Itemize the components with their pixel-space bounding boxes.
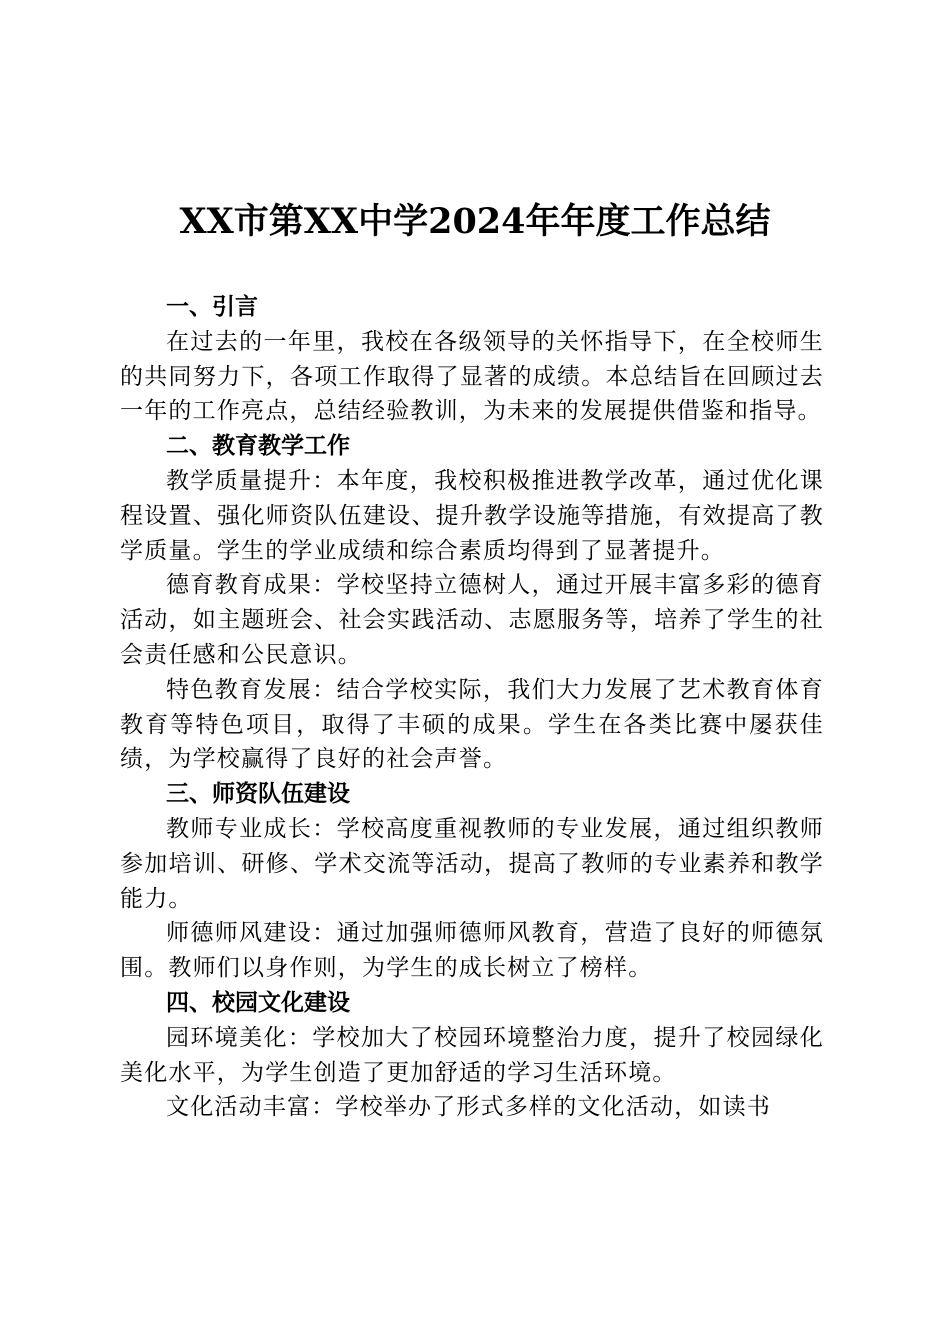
paragraph: 教师专业成长：学校高度重视教师的专业发展，通过组织教师参加培训、研修、学术交流等活动，提高了教师的专业素养和教学能力。 <box>120 815 824 912</box>
document-title: XX市第XX中学2024年年度工作总结 <box>179 201 771 242</box>
section-campus-culture <box>120 986 824 1125</box>
section-faculty-building <box>120 777 824 986</box>
paragraph: 教学质量提升：本年度，我校积极推进教学改革，通过优化课程设置、强化师资队伍建设、提升教学设施等措施，有效提高了教学质量。学生的学业成绩和综合素质均得到了显著提升。 <box>120 467 824 564</box>
section-heading: 二、教育教学工作 <box>166 433 350 460</box>
section-heading: 四、校园文化建设 <box>166 989 350 1016</box>
section-introduction <box>120 290 824 429</box>
paragraph: 特色教育发展：结合学校实际，我们大力发展了艺术教育体育教育等特色项目，取得了丰硕的成果。学生在各类比赛中屡获佳绩，为学校赢得了良好的社会声誉。 <box>120 676 824 773</box>
paragraph: 文化活动丰富：学校举办了形式多样的文化活动，如读书 <box>166 1094 771 1121</box>
section-education-teaching <box>120 429 824 777</box>
paragraph: 在过去的一年里，我校在各级领导的关怀指导下，在全校师生的共同努力下，各项工作取得了显著的成绩。本总结旨在回顾过去一年的工作亮点，总结经验教训，为未来的发展提供借鉴和指导。 <box>120 328 824 425</box>
document-body <box>120 290 824 1125</box>
section-heading: 一、引言 <box>166 294 258 320</box>
paragraph: 园环境美化：学校加大了校园环境整治力度，提升了校园绿化美化水平，为学生创造了更加舒适的学习生活环境。 <box>120 1024 824 1086</box>
section-heading: 三、师资队伍建设 <box>166 781 350 808</box>
paragraph: 德育教育成果：学校坚持立德树人，通过开展丰富多彩的德育活动，如主题班会、社会实践活动、志愿服务等，培养了学生的社会责任感和公民意识。 <box>120 572 824 668</box>
paragraph: 师德师风建设：通过加强师德师风教育，营造了良好的师德氛围。教师们以身作则，为学生的成长树立了榜样。 <box>120 920 824 982</box>
